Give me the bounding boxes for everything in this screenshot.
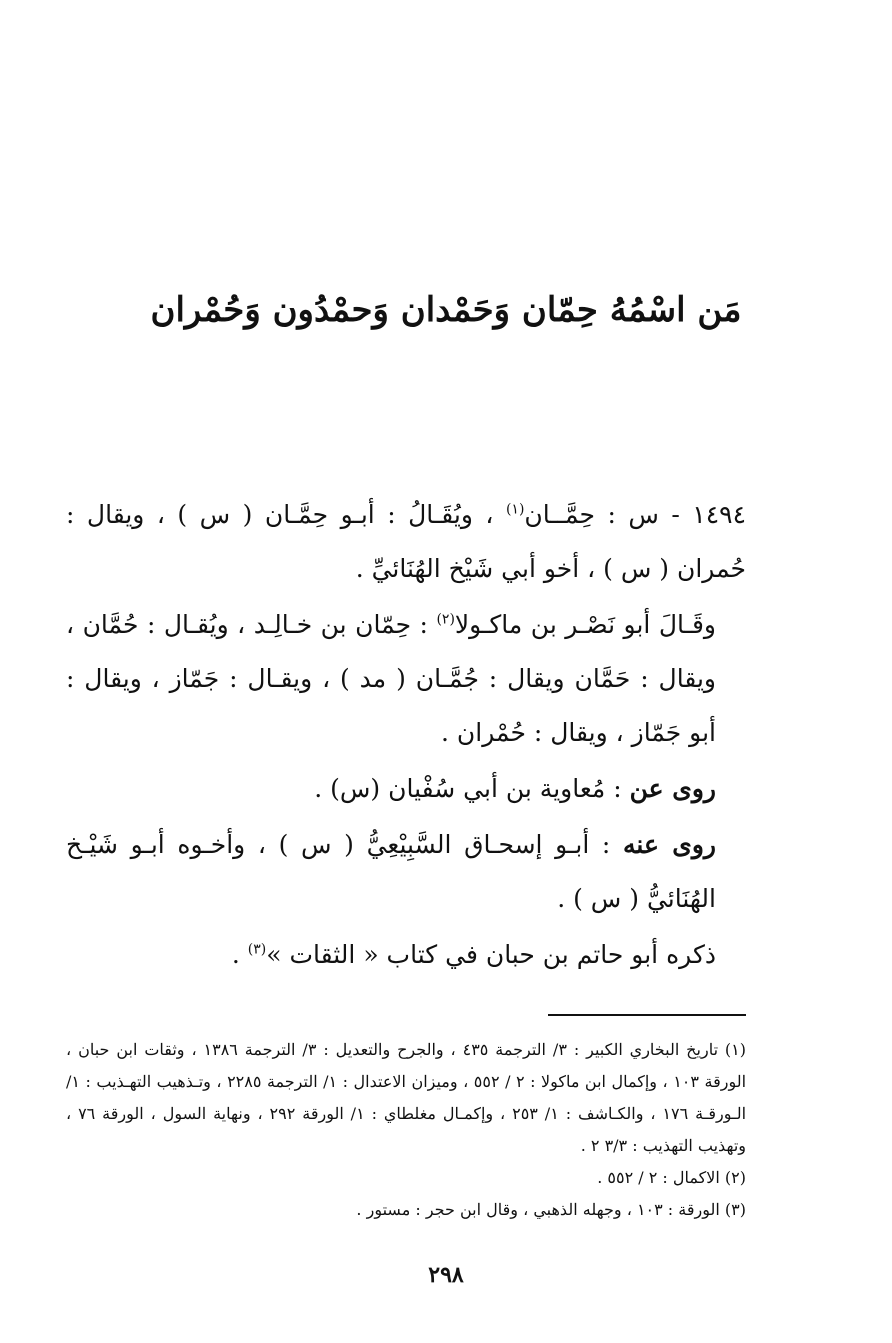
thiqat-text: ذكره أبو حاتم بن حبان في كتاب « الثقات » — [266, 940, 716, 969]
chapter-title: مَن اسْمُهُ حِمّان وَحَمْدان وَحمْدُون وَحُمْران — [150, 290, 742, 330]
entry-body — [66, 488, 746, 982]
footnotes — [66, 1034, 746, 1226]
ibn-makula-paragraph — [66, 598, 746, 760]
footnote-ref-2[interactable]: (٢) — [436, 611, 455, 628]
ibn-makula-lead: وقَـالَ أبو نَصْـر بن ماكـولا — [454, 610, 716, 639]
narrated-by-text: : أبـو إسحـاق السَّبِيْعِيُّ ( س ) ، وأخـوه أبـو شَيْـخ الهُنَائيُّ ( س ) . — [66, 830, 716, 913]
footnote-ref-3[interactable]: (٣) — [247, 941, 267, 958]
narrated-from-text: : مُعاوية بن أبي سُفْيان (س) . — [314, 774, 630, 803]
narrated-from-label: روى عن — [629, 774, 716, 803]
entry-heading-paragraph — [66, 488, 746, 596]
footnote-1: (١) تاريخ البخاري الكبير : ٣/ الترجمة ٤٣٥ ، والجرح والتعديل : ٣/ الترجمة ١٣٨٦ ، وثقات ابن حبان ، الورقة ١٠٣ ، وإكمال ابن ماكولا : ٢ / ٥٥٢ ، وميزان الاعتدال : ١/ الترجمة ٢٢٨٥ ، وتـذهيب التهـذيب : ١/ الـورقـة ١٧٦ ، والكـاشف : ١/ ٢٥٣ ، وإكمـال مغلطاي : ١/ الورقة ٢٩٢ ، ونهاية السول ، الورقة ٧٦ ، وتهذيب التهذيب : ٣/٣ ٢ . — [66, 1040, 747, 1155]
thiqat-paragraph — [66, 928, 746, 982]
footnote-2: (٢) الاكمال : ٢ / ٥٥٢ . — [597, 1168, 746, 1187]
footnote-separator — [548, 1014, 746, 1016]
entry-number-and-name: ١٤٩٤ - س : حِمَّــان — [524, 500, 747, 529]
footnote-3: (٣) الورقة : ١٠٣ ، وجهله الذهبي ، وقال ابن حجر : مستور . — [356, 1200, 746, 1219]
thiqat-end: . — [231, 940, 248, 969]
entry-alias-text: ، ويُقَـالُ : أبـو حِمَّـان ( س ) ، ويقال : حُمران ( س ) ، أخو أبي شَيْخ الهُنَائيِّ . — [66, 500, 746, 583]
narrated-by-label: روى عنه — [623, 830, 717, 859]
narrated-by-paragraph — [66, 818, 746, 926]
footnote-ref-1[interactable]: (١) — [505, 501, 525, 518]
page-number: ٢٩٨ — [428, 1262, 464, 1288]
narrated-from-paragraph — [66, 762, 746, 816]
ibn-makula-text: : حِمّان بن خـالِـد ، ويُقـال : حُمَّان ، ويقال : حَمَّان ويقال : جُمَّـان ( مد ) ، ويقـال : جَمّاز ، ويقال : أبو جَمّاز ، ويقال : حُمْران . — [66, 610, 716, 747]
